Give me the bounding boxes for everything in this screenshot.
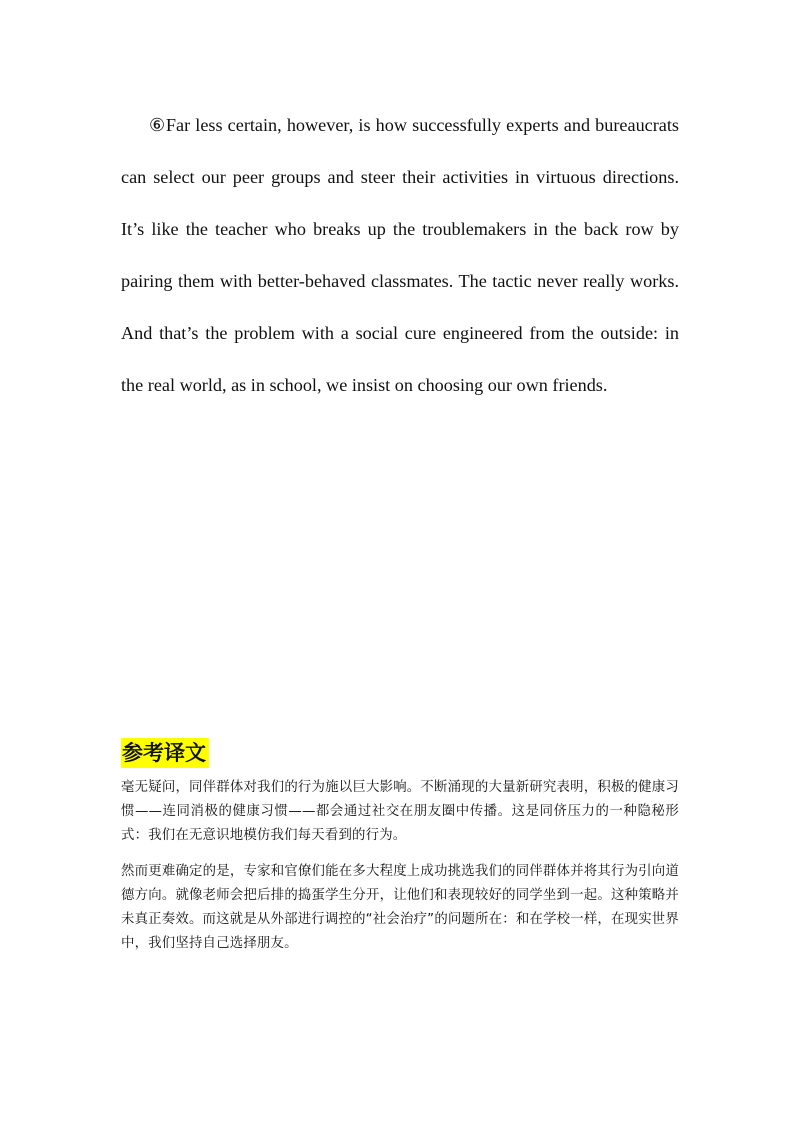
translation-paragraph: 然而更难确定的是，专家和官僚们能在多大程度上成功挑选我们的同伴群体并将其行为引向道德方向。就像老师会把后排的捣蛋学生分开，让他们和表现较好的同学坐到一起。这种策略并未真正奏效。而这就是从外部进行调控的“社会治疗”的问题所在：和在学校一样，在现实世界中，我们坚持自己选择朋友。 [121,864,679,951]
translation-paragraph: 毫无疑问，同伴群体对我们的行为施以巨大影响。不断涌现的大量新研究表明，积极的健康习惯——连同消极的健康习惯——都会通过社交在朋友圈中传播。这是同侪压力的一种隐秘形式：我们在无意识地模仿我们每天看到的行为。 [121,780,679,843]
english-paragraph: ⑥Far less certain, however, is how successfully experts and bureaucrats can select our peer groups and steer their activities in virtuous directions. It’s like the teacher who breaks up the troublemakers in the back row by pairing them with better-behaved classmates. The tactic never really works. And that’s the problem with a social cure engineered from the outside: in the real world, as in school, we insist on choosing our own friends. [121,115,679,395]
translation-heading: 参考译文 [121,738,209,768]
